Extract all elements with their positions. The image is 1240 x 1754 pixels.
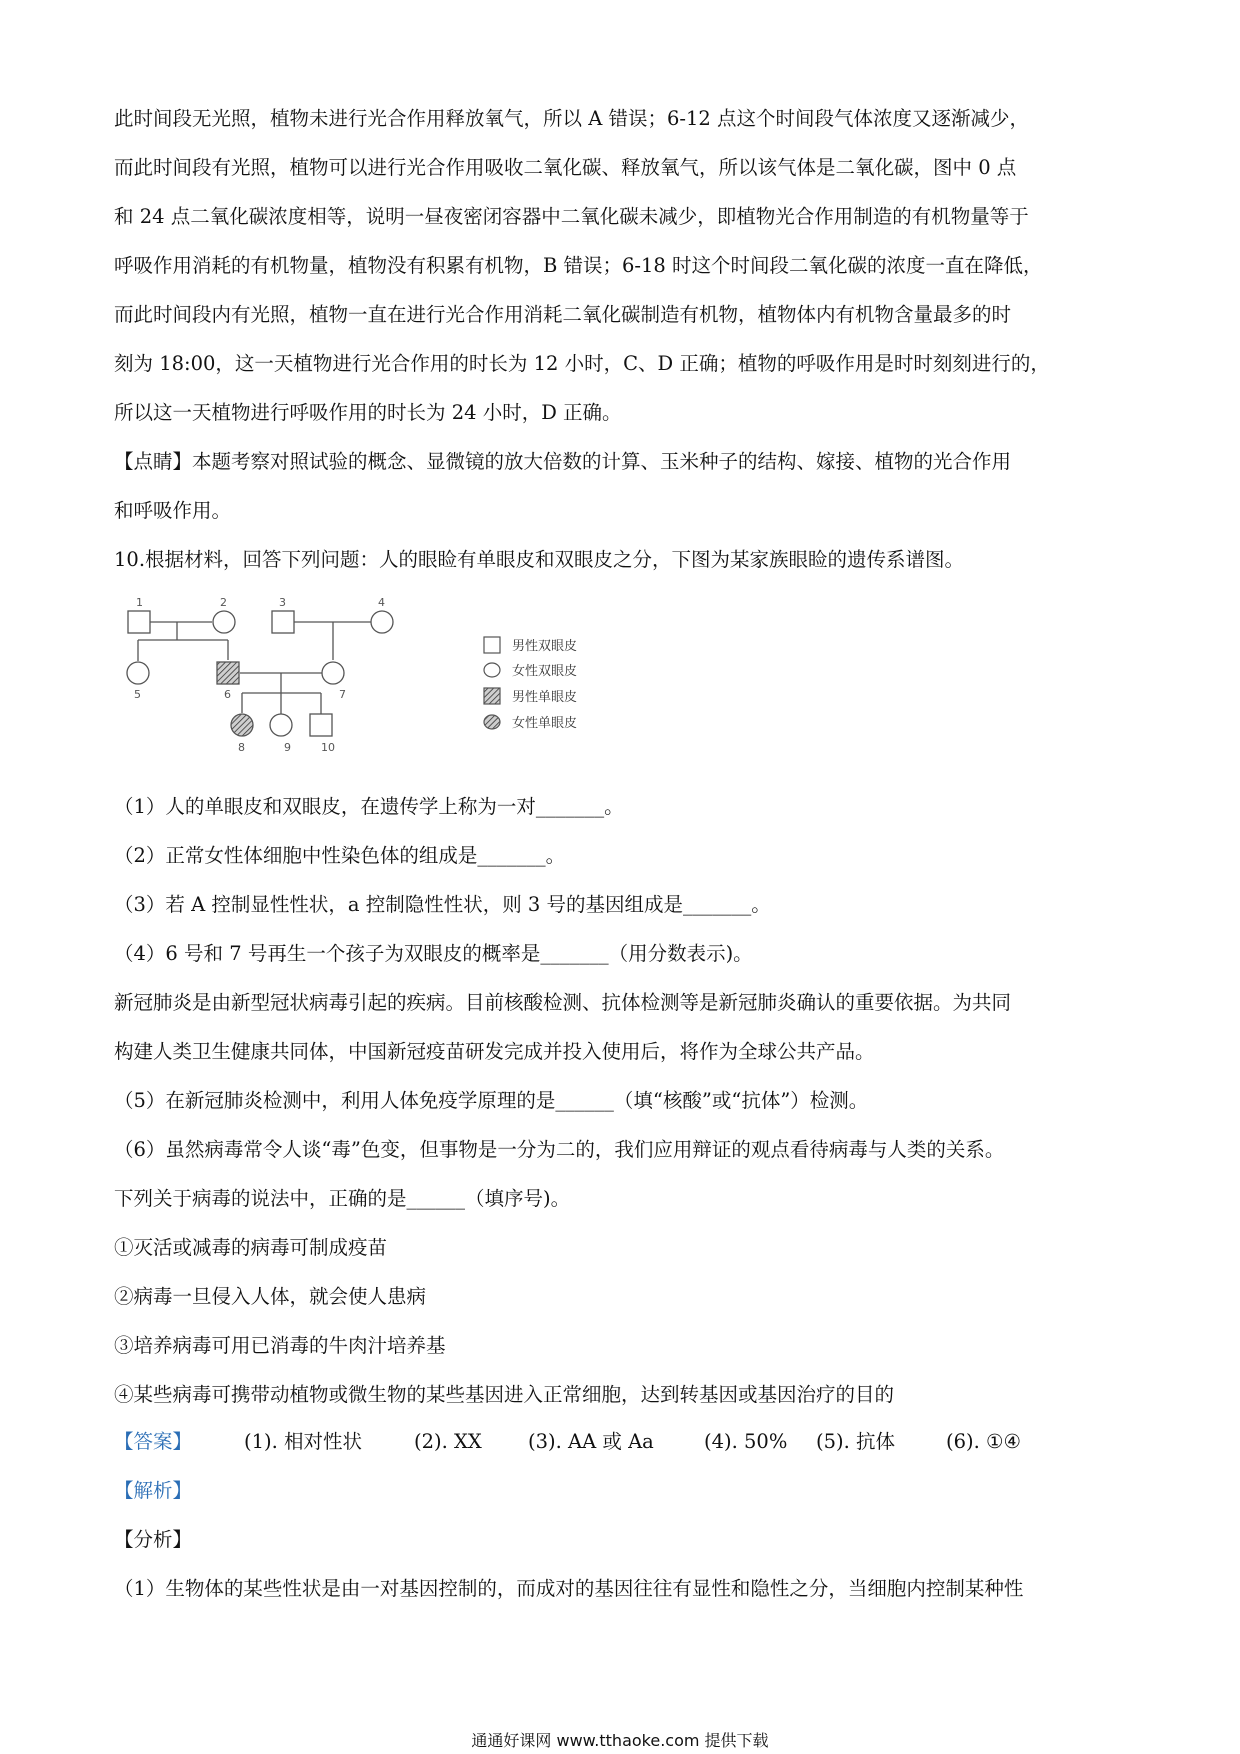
pedigree-number: 4 <box>378 596 385 609</box>
option-3: ③培养病毒可用已消毒的牛肉汁培养基 <box>114 1334 446 1357</box>
individual-3 <box>272 611 294 633</box>
text-line: 而此时间段有光照，植物可以进行光合作用吸收二氧化碳、释放氧气，所以该气体是二氧化碳，图中 0 点 <box>114 156 1017 179</box>
legend-label: 男性双眼皮 <box>512 639 578 654</box>
pedigree-number: 5 <box>134 688 141 701</box>
pedigree-number: 10 <box>321 741 335 754</box>
dianjing-line: 【点睛】本题考察对照试验的概念、显微镜的放大倍数的计算、玉米种子的结构、嫁接、植物的光合作用 <box>114 450 1012 473</box>
option-1: ①灭活或减毒的病毒可制成疫苗 <box>114 1236 388 1259</box>
answer-item: (6). ①④ <box>946 1430 1021 1453</box>
question-4: （4）6 号和 7 号再生一个孩子为双眼皮的概率是_______（用分数表示)。 <box>114 942 753 965</box>
pedigree-number: 2 <box>220 596 227 609</box>
individual-4 <box>371 611 393 633</box>
legend-label: 女性双眼皮 <box>512 664 578 679</box>
analysis-label: 【解析】 <box>114 1479 193 1502</box>
answer-label: 【答案】 <box>114 1430 193 1453</box>
pedigree-number: 9 <box>284 741 291 754</box>
text-line: 呼吸作用消耗的有机物量，植物没有积累有机物，B 错误；6-18 时这个时间段二氧化碳的浓度一直在降低， <box>114 254 1043 277</box>
legend-male-double-symbol <box>484 637 500 653</box>
text-line: 所以这一天植物进行呼吸作用的时长为 24 小时，D 正确。 <box>114 401 622 424</box>
answer-item: (3). AA 或 Aa <box>528 1430 654 1453</box>
individual-2 <box>213 611 235 633</box>
legend-male-single-symbol <box>484 688 500 704</box>
text-line: 刻为 18:00，这一天植物进行光合作用的时长为 12 小时，C、D 正确；植物的呼吸作用是时时刻刻进行的， <box>114 352 1050 375</box>
individual-6 <box>217 662 239 684</box>
individual-1 <box>128 611 150 633</box>
individual-7 <box>322 662 344 684</box>
individual-5 <box>127 662 149 684</box>
legend-female-single-symbol <box>484 715 500 729</box>
text-line: 和呼吸作用。 <box>114 499 232 522</box>
question-3: （3）若 A 控制显性性状，a 控制隐性性状，则 3 号的基因组成是_______。 <box>114 893 771 916</box>
page-footer: 通通好课网 www.tthaoke.com 提供下载 <box>471 1731 769 1750</box>
individual-9 <box>270 714 292 736</box>
text-line: 构建人类卫生健康共同体，中国新冠疫苗研发完成并投入使用后，将作为全球公共产品。 <box>114 1040 875 1063</box>
text-line: 和 24 点二氧化碳浓度相等，说明一昼夜密闭容器中二氧化碳未减少，即植物光合作用制造的有机物量等于 <box>114 205 1029 228</box>
question-6: （6）虽然病毒常令人谈“毒”色变，但事物是一分为二的，我们应用辩证的观点看待病毒与人类的关系。 <box>114 1138 1005 1161</box>
answer-item: (1). 相对性状 <box>244 1430 363 1453</box>
legend-female-double-symbol <box>484 663 500 677</box>
question-5: （5）在新冠肺炎检测中，利用人体免疫学原理的是______（填“核酸”或“抗体”）检测。 <box>114 1089 869 1112</box>
legend-label: 男性单眼皮 <box>512 690 578 705</box>
option-2: ②病毒一旦侵入人体，就会使人患病 <box>114 1285 427 1308</box>
fenxi-label: 【分析】 <box>114 1528 193 1551</box>
question-1: （1）人的单眼皮和双眼皮，在遗传学上称为一对_______。 <box>114 795 624 818</box>
legend-label: 女性单眼皮 <box>512 716 578 731</box>
pedigree-diagram <box>118 588 638 768</box>
question-10-stem: 10.根据材料，回答下列问题：人的眼睑有单眼皮和双眼皮之分，下图为某家族眼睑的遗传系谱图。 <box>114 548 965 571</box>
answer-item: (2). XX <box>414 1430 482 1453</box>
pedigree-number: 8 <box>238 741 245 754</box>
answer-item: (5). 抗体 <box>816 1430 896 1453</box>
pedigree-number: 3 <box>279 596 286 609</box>
pedigree-number: 7 <box>339 688 346 701</box>
pedigree-number: 6 <box>224 688 231 701</box>
text-line: （1）生物体的某些性状是由一对基因控制的，而成对的基因往往有显性和隐性之分，当细胞内控制某种性 <box>114 1577 1024 1600</box>
answer-item: (4). 50% <box>704 1430 788 1453</box>
individual-10 <box>310 714 332 736</box>
text-line: 而此时间段内有光照，植物一直在进行光合作用消耗二氧化碳制造有机物，植物体内有机物含量最多的时 <box>114 303 1012 326</box>
individual-8 <box>231 714 253 736</box>
text-line: 新冠肺炎是由新型冠状病毒引起的疾病。目前核酸检测、抗体检测等是新冠肺炎确认的重要依据。为共同 <box>114 991 1012 1014</box>
option-4: ④某些病毒可携带动植物或微生物的某些基因进入正常细胞，达到转基因或基因治疗的目的 <box>114 1383 895 1406</box>
text-line: 此时间段无光照，植物未进行光合作用释放氧气，所以 A 错误；6-12 点这个时间段气体浓度又逐渐减少， <box>114 107 1029 130</box>
text-line: 下列关于病毒的说法中，正确的是______（填序号)。 <box>114 1187 571 1210</box>
pedigree-number: 1 <box>136 596 143 609</box>
question-2: （2）正常女性体细胞中性染色体的组成是_______。 <box>114 844 566 867</box>
